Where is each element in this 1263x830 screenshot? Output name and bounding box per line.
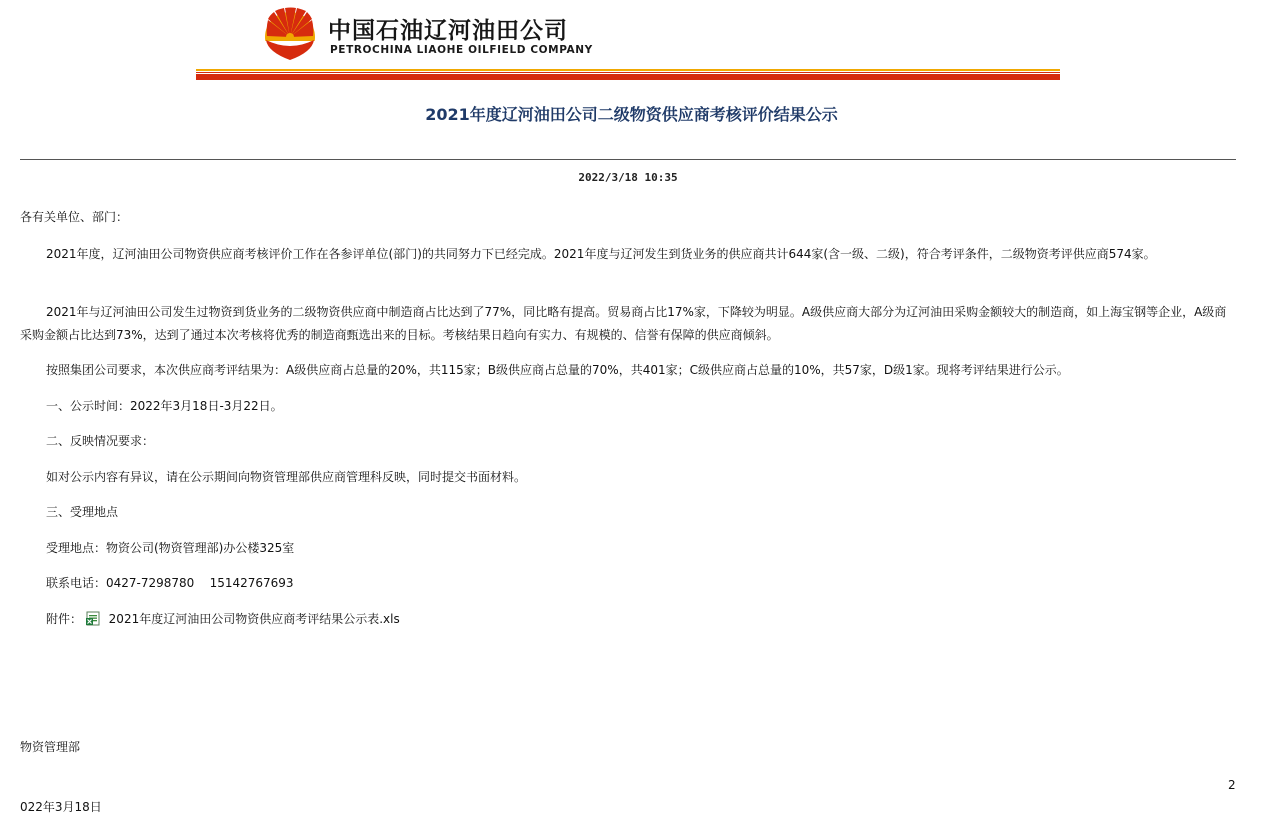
phone-text: 联系电话：0427-7298780 15142767693 <box>46 576 294 590</box>
salutation: 各有关单位、部门： <box>20 210 129 224</box>
attachment-label: 附件： <box>46 612 83 626</box>
attachment-row <box>46 611 400 628</box>
signature: 物资管理部 <box>20 740 81 754</box>
paragraph-3: 按照集团公司要求，本次供应商考评结果为：A级供应商占总量的20%，共115家；B级供应商占总量的70%，共401家；C级供应商占总量的10%，共57家，D级1家。现将考评结果进行公示。 <box>46 363 1069 377</box>
page-title: 2021年度辽河油田公司二级物资供应商考核评价结果公示 <box>425 105 838 124</box>
excel-file-icon[interactable] <box>86 611 101 626</box>
sign-date: 022年3月18日 <box>20 800 102 814</box>
section-feedback-body: 如对公示内容有异议，请在公示期间向物资管理部供应商管理科反映，同时提交书面材料。 <box>46 470 527 484</box>
section-location-heading: 三、受理地点 <box>46 505 119 519</box>
publish-date: 2022/3/18 10:35 <box>578 171 678 184</box>
paragraph-2 <box>20 301 1234 347</box>
petrochina-logo-icon <box>262 6 318 62</box>
attachment-link[interactable]: 2021年度辽河油田公司物资供应商考评结果公示表.xls <box>108 612 400 626</box>
header-divider <box>196 69 1060 82</box>
title-divider <box>20 159 1236 160</box>
paragraph-1 <box>20 243 1234 266</box>
page-number: 2 <box>1228 778 1236 792</box>
section-publicity-period: 一、公示时间：2022年3月18日-3月22日。 <box>46 399 283 413</box>
paragraph-2-text: 2021年与辽河油田公司发生过物资到货业务的二级物资供应商中制造商占比达到了77%，同比略有提高。贸易商占比17%家，下降较为明显。A级供应商大部分为辽河油田采购金额较大的制造商，如上海宝钢等企业，A级商采购金额占比达到73%，达到了通过本次考核将优秀的制造商甄选出来的目标。考核结果日趋向有实力、有规模的、信誉有保障的供应商倾斜。 <box>20 305 1227 342</box>
company-name-cn: 中国石油辽河油田公司 <box>328 18 568 44</box>
location-text: 受理地点：物资公司(物资管理部)办公楼325室 <box>46 541 295 555</box>
section-feedback-heading: 二、反映情况要求： <box>46 434 155 448</box>
company-name-en: PETROCHINA LIAOHE OILFIELD COMPANY <box>330 44 593 56</box>
paragraph-1-text: 2021年度，辽河油田公司物资供应商考核评价工作在各参评单位(部门)的共同努力下已经完成。2021年度与辽河发生到货业务的供应商共计644家(含一级、二级)，符合考评条件，二级物资考评供应商574家。 <box>46 247 1156 261</box>
